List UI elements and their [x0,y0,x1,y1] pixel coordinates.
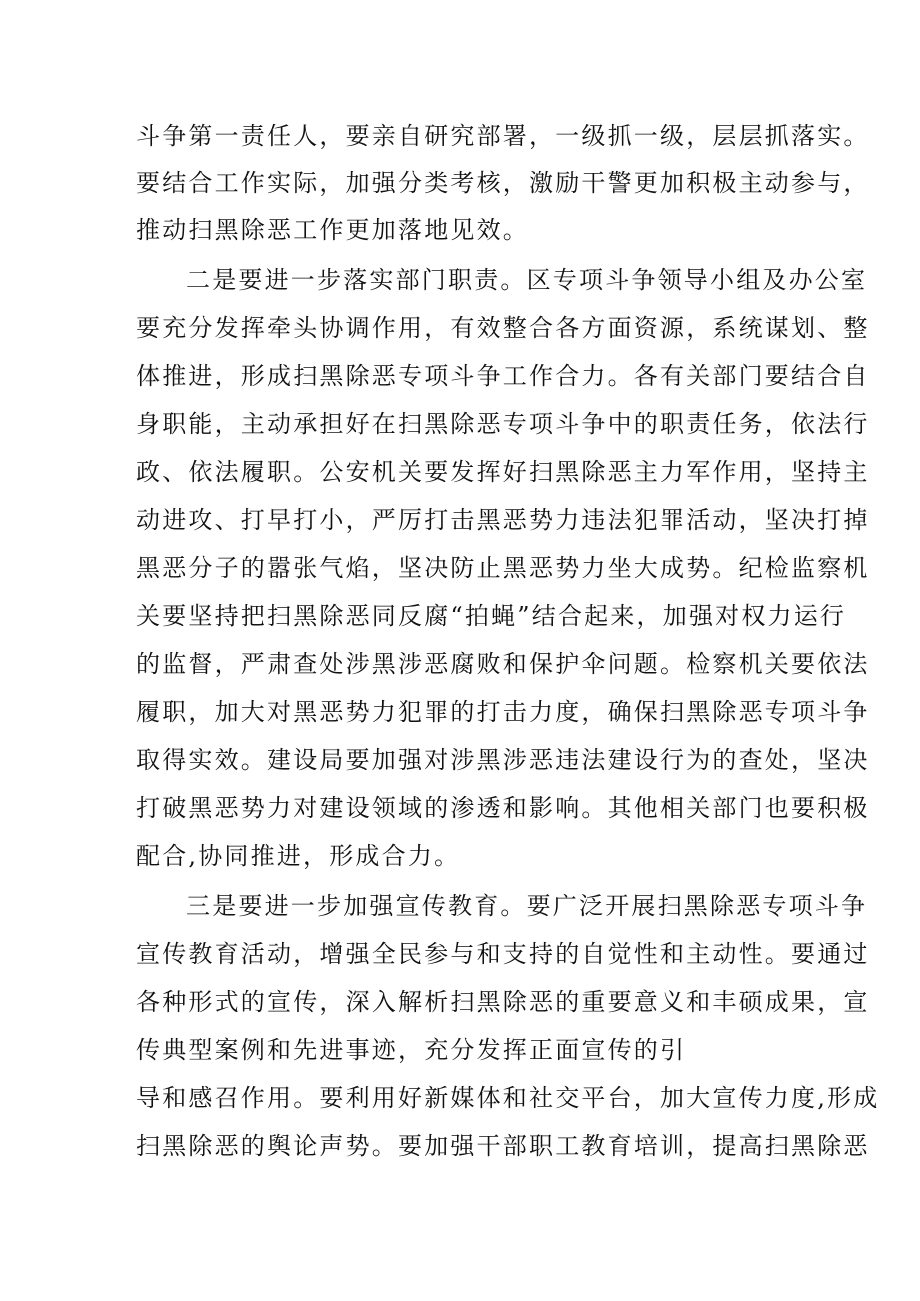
text-line: 传典型案例和先进事迹，充分发挥正面宣传的引 [136,1036,687,1064]
text-line: 政、依法履职。公安机关要发挥好扫黑除恶主力军作用，坚持主 [136,458,870,486]
text-line: 履职，加大对黑恶势力犯罪的打击力度，确保扫黑除恶专项斗争 [136,698,870,726]
text-line: 要充分发挥牵头协调作用，有效整合各方面资源，系统谋划、整 [136,314,870,342]
text-line: 要结合工作实际，加强分类考核，激励干警更加积极主动参与， [136,169,870,197]
text-line: 宣传教育活动，增强全民参与和支持的自觉性和主动性。要通过 [136,940,870,968]
text-line: 各种形式的宣传，深入解析扫黑除恶的重要意义和丰硕成果，宣 [136,988,870,1016]
text-line: 斗争第一责任人，要亲自研究部署，一级抓一级，层层抓落实。 [136,122,870,150]
text-line: 取得实效。建设局要加强对涉黑涉恶违法建设行为的查处，坚决 [136,746,870,774]
text-line: 黑恶分子的嚣张气焰，坚决防止黑恶势力坐大成势。纪检监察机 [136,554,870,582]
text-line: 扫黑除恶的舆论声势。要加强干部职工教育培训，提高扫黑除恶 [136,1132,870,1160]
text-line: 的监督，严肃查处涉黑涉恶腐败和保护伞问题。检察机关要依法 [136,650,870,678]
text-line: 推动扫黑除恶工作更加落地见效。 [136,216,529,244]
text-line: 导和感召作用。要利用好新媒体和社交平台，加大宣传力度,形成 [136,1084,880,1112]
text-line: 配合,协同推进，形成合力。 [136,842,461,870]
text-line: 身职能，主动承担好在扫黑除恶专项斗争中的职责任务，依法行 [136,410,870,438]
text-line: 关要坚持把扫黑除恶同反腐“拍蝇”结合起来，加强对权力运行 [136,602,847,630]
paragraph-start-line: 二是要进一步落实部门职责。区专项斗争领导小组及办公室 [186,266,868,294]
text-line: 体推进，形成扫黑除恶专项斗争工作合力。各有关部门要结合自 [136,362,870,390]
paragraph-start-line: 三是要进一步加强宣传教育。要广泛开展扫黑除恶专项斗争 [186,892,868,920]
text-line: 动进攻、打早打小，严厉打击黑恶势力违法犯罪活动，坚决打掉 [136,506,870,534]
text-line: 打破黑恶势力对建设领域的渗透和影响。其他相关部门也要积极 [136,794,870,822]
